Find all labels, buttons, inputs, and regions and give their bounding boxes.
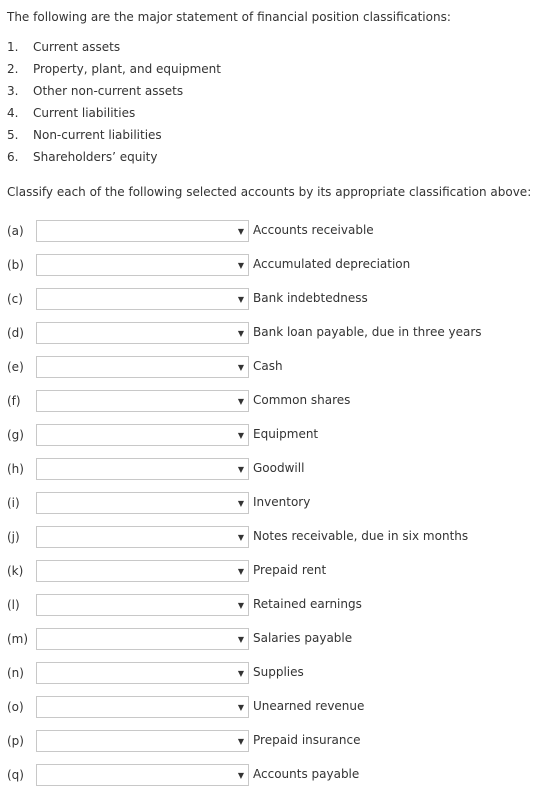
- classification-label: Property, plant, and equipment: [33, 62, 221, 76]
- classification-select[interactable]: [36, 696, 249, 718]
- classification-item: [7, 127, 221, 149]
- classification-number: 6.: [7, 150, 19, 164]
- classification-label: Other non-current assets: [33, 84, 184, 98]
- row-letter: (j): [7, 530, 20, 544]
- chevron-down-icon: ▼: [237, 533, 244, 542]
- classification-select[interactable]: [36, 322, 249, 344]
- chevron-down-icon: ▼: [237, 771, 244, 780]
- chevron-down-icon: ▼: [237, 737, 244, 746]
- classification-select[interactable]: [36, 424, 249, 446]
- account-name: Prepaid insurance: [253, 733, 361, 747]
- account-name: Accumulated depreciation: [253, 257, 411, 271]
- account-name: Cash: [253, 359, 283, 373]
- chevron-down-icon: ▼: [237, 397, 244, 406]
- classification-select[interactable]: [36, 220, 249, 242]
- chevron-down-icon: ▼: [237, 601, 244, 610]
- account-name: Bank loan payable, due in three years: [253, 325, 482, 339]
- classification-item: [7, 39, 221, 61]
- chevron-down-icon: ▼: [237, 499, 244, 508]
- chevron-down-icon: ▼: [237, 431, 244, 440]
- row-letter: (q): [7, 768, 24, 782]
- classification-select[interactable]: [36, 288, 249, 310]
- classification-label: Shareholders’ equity: [33, 150, 158, 164]
- chevron-down-icon: ▼: [237, 227, 244, 236]
- chevron-down-icon: ▼: [237, 567, 244, 576]
- account-name: Notes receivable, due in six months: [253, 529, 469, 543]
- classification-label: Non-current liabilities: [33, 128, 162, 142]
- chevron-down-icon: ▼: [237, 669, 244, 678]
- row-letter: (f): [7, 394, 21, 408]
- chevron-down-icon: ▼: [237, 703, 244, 712]
- classification-select[interactable]: [36, 254, 249, 276]
- account-name: Inventory: [253, 495, 311, 509]
- classification-list: [7, 39, 221, 171]
- classification-label: Current liabilities: [33, 106, 136, 120]
- intro-text: The following are the major statement of financial position classifications:: [7, 10, 451, 24]
- row-letter: (l): [7, 598, 20, 612]
- row-letter: (b): [7, 258, 24, 272]
- row-letter: (g): [7, 428, 24, 442]
- account-name: Equipment: [253, 427, 319, 441]
- classification-select[interactable]: [36, 560, 249, 582]
- chevron-down-icon: ▼: [237, 635, 244, 644]
- account-name: Accounts receivable: [253, 223, 374, 237]
- row-letter: (a): [7, 224, 24, 238]
- classification-select[interactable]: [36, 526, 249, 548]
- row-letter: (k): [7, 564, 24, 578]
- classification-number: 3.: [7, 84, 19, 98]
- classification-select[interactable]: [36, 730, 249, 752]
- row-letter: (o): [7, 700, 24, 714]
- instruction-text: Classify each of the following selected accounts by its appropriate classification above:: [7, 185, 532, 199]
- row-letter: (h): [7, 462, 24, 476]
- row-letter: (i): [7, 496, 20, 510]
- row-letter: (n): [7, 666, 24, 680]
- account-name: Supplies: [253, 665, 304, 679]
- classification-item: [7, 83, 221, 105]
- chevron-down-icon: ▼: [237, 261, 244, 270]
- classification-select[interactable]: [36, 390, 249, 412]
- row-letter: (e): [7, 360, 24, 374]
- classification-select[interactable]: [36, 356, 249, 378]
- classification-item: [7, 61, 221, 83]
- account-name: Salaries payable: [253, 631, 353, 645]
- chevron-down-icon: ▼: [237, 329, 244, 338]
- account-name: Retained earnings: [253, 597, 362, 611]
- classification-select[interactable]: [36, 458, 249, 480]
- classification-number: 1.: [7, 40, 19, 54]
- classification-select[interactable]: [36, 492, 249, 514]
- account-name: Common shares: [253, 393, 351, 407]
- chevron-down-icon: ▼: [237, 363, 244, 372]
- classification-number: 2.: [7, 62, 19, 76]
- classification-label: Current assets: [33, 40, 121, 54]
- chevron-down-icon: ▼: [237, 465, 244, 474]
- classification-select[interactable]: [36, 628, 249, 650]
- classification-select[interactable]: [36, 662, 249, 684]
- row-letter: (d): [7, 326, 24, 340]
- account-name: Prepaid rent: [253, 563, 327, 577]
- row-letter: (p): [7, 734, 24, 748]
- classification-number: 4.: [7, 106, 19, 120]
- row-letter: (c): [7, 292, 23, 306]
- classification-item: [7, 105, 221, 127]
- classification-item: [7, 149, 221, 171]
- classification-select[interactable]: [36, 594, 249, 616]
- classification-number: 5.: [7, 128, 19, 142]
- account-name: Goodwill: [253, 461, 305, 475]
- chevron-down-icon: ▼: [237, 295, 244, 304]
- account-name: Bank indebtedness: [253, 291, 368, 305]
- account-name: Accounts payable: [253, 767, 360, 781]
- classification-select[interactable]: [36, 764, 249, 786]
- account-name: Unearned revenue: [253, 699, 365, 713]
- row-letter: (m): [7, 632, 29, 646]
